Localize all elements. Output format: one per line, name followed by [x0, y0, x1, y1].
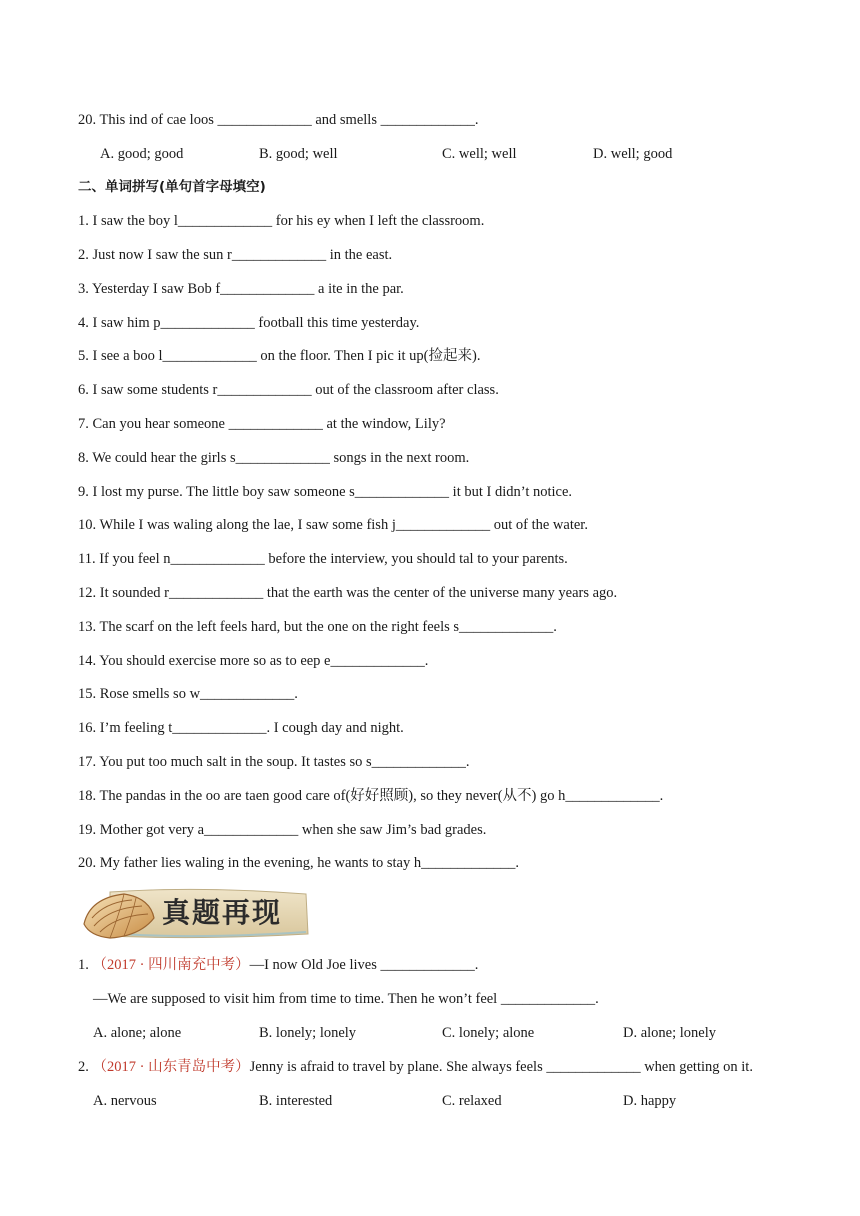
list-item: 16. I’m feeling t_____________. I cough day and night. [78, 720, 404, 736]
exam-q1-option-c: C. lonely; alone [442, 1025, 535, 1041]
list-item: 3. Yesterday I saw Bob f_____________ a ite in the par. [78, 281, 404, 297]
exam-question-1 [78, 955, 478, 975]
list-item: 15. Rose smells so w_____________. [78, 686, 298, 702]
exam-q2-option-b: B. interested [259, 1093, 333, 1109]
list-item: 10. While I was waling along the lae, I saw some fish j_____________ out of the water. [78, 517, 588, 533]
exam-q2-option-c: C. relaxed [442, 1093, 502, 1109]
exam-q1-option-d: D. alone; lonely [623, 1025, 717, 1041]
list-item: 20. My father lies waling in the evening, he wants to stay h_____________. [78, 855, 519, 871]
q20-option-b: B. good; well [259, 146, 338, 162]
list-item: 11. If you feel n_____________ before the interview, you should tal to your parents. [78, 551, 568, 567]
question-text: —I now Old Joe lives _____________. [249, 957, 479, 973]
list-item: 19. Mother got very a_____________ when she saw Jim’s bad grades. [78, 822, 487, 838]
q20-option-a: A. good; good [100, 146, 184, 162]
list-item: 14. You should exercise more so as to eep e_____________. [78, 653, 429, 669]
list-item: 1. I saw the boy l_____________ for his ey when I left the classroom. [78, 213, 485, 229]
list-item: 4. I saw him p_____________ football this time yesterday. [78, 315, 420, 331]
list-item: 6. I saw some students r_____________ out of the classroom after class. [78, 382, 499, 398]
section-heading: 二、单词拼写(单句首字母填空) [78, 179, 266, 195]
question-number: 1. [78, 957, 89, 973]
section-banner [80, 884, 312, 944]
exam-q1-line2: —We are supposed to visit him from time to time. Then he won’t feel _____________. [93, 991, 599, 1007]
exam-question-2 [78, 1057, 753, 1077]
list-item: 13. The scarf on the left feels hard, but the one on the right feels s_____________. [78, 619, 557, 635]
question-source: （2017 · 四川南充中考） [92, 957, 250, 973]
question-20: 20. This ind of cae loos _____________ and smells _____________. [78, 112, 479, 128]
list-item: 7. Can you hear someone _____________ at the window, Lily? [78, 416, 446, 432]
question-source: （2017 · 山东青岛中考） [92, 1059, 250, 1075]
question-text: Jenny is afraid to travel by plane. She always feels _____________ when getting on it. [249, 1059, 753, 1075]
banner-title: 真题再现 [162, 896, 283, 929]
q20-option-c: C. well; well [442, 146, 517, 162]
list-item: 12. It sounded r_____________ that the earth was the center of the universe many years ago. [78, 585, 618, 601]
list-item: 17. You put too much salt in the soup. It tastes so s_____________. [78, 754, 470, 770]
q20-option-d: D. well; good [593, 146, 673, 162]
exam-q1-option-b: B. lonely; lonely [259, 1025, 357, 1041]
list-item: 18. The pandas in the oo are taen good care of(好好照顾), so they never(从不) go h_____________. [78, 788, 664, 804]
list-item: 9. I lost my purse. The little boy saw someone s_____________ it but I didn’t notice. [78, 484, 573, 500]
exam-q1-option-a: A. alone; alone [93, 1025, 182, 1041]
list-item: 2. Just now I saw the sun r_____________ in the east. [78, 247, 393, 263]
question-number: 2. [78, 1059, 89, 1075]
list-item: 8. We could hear the girls s_____________ songs in the next room. [78, 450, 470, 466]
exam-q2-option-d: D. happy [623, 1093, 677, 1109]
list-item: 5. I see a boo l_____________ on the floor. Then I pic it up(捡起来). [78, 348, 481, 364]
exam-q2-option-a: A. nervous [93, 1093, 157, 1109]
